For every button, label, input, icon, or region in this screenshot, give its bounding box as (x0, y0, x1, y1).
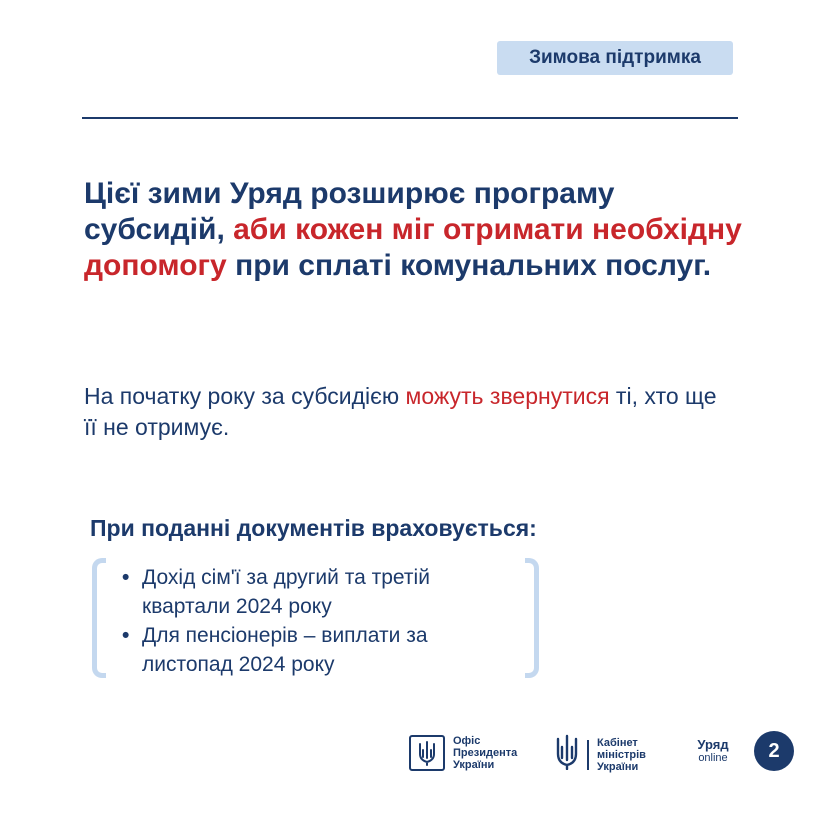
uryad-subtitle: online (698, 752, 728, 764)
list-item: • Дохід сім'ї за другий та третій квартали 2024 року (122, 563, 522, 621)
office-logo-text: Офіс Президента України (453, 735, 518, 771)
headline-highlight: аби кожен міг отримати необхідну допомогу (84, 213, 742, 282)
conditions-title: При поданні документів враховується: (90, 515, 537, 541)
intro-text-2: ті, хто ще її не отримує. (84, 383, 717, 440)
list-item: • Для пенсіонерів – виплати за листопад 2024 року (122, 621, 522, 679)
headline (84, 176, 744, 284)
header-divider (82, 117, 738, 119)
right-bracket (525, 558, 539, 678)
page-number-badge: 2 (754, 731, 794, 771)
topic-tag: Зимова підтримка (497, 41, 733, 75)
headline-text-1: Цієї зими Уряд розширює програму субсидій, (84, 177, 615, 246)
intro-highlight: можуть звернутися (405, 383, 610, 409)
trident-emblem-icon (409, 735, 445, 771)
office-president-logo (409, 735, 517, 771)
uryad-online-logo (693, 738, 733, 764)
cabinet-divider (587, 740, 589, 770)
headline-text-2: при сплаті комунальних послуг. (226, 249, 712, 282)
uryad-title: Уряд (697, 737, 729, 752)
conditions-list (122, 563, 522, 679)
intro-paragraph (84, 381, 724, 443)
cabinet-trident-icon (553, 734, 581, 775)
cabinet-logo-text: Кабінет міністрів України (597, 736, 646, 773)
cabinet-logo (553, 734, 646, 775)
left-bracket (92, 558, 106, 678)
intro-text-1: На початку року за субсидією (84, 383, 406, 409)
